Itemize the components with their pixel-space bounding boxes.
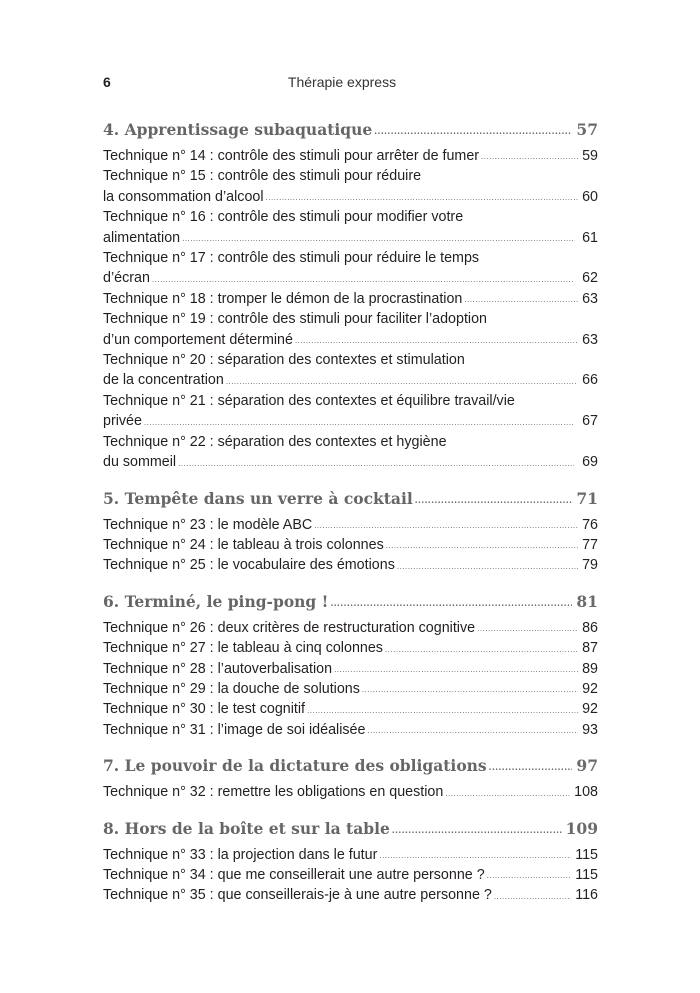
entry-last-line bbox=[103, 515, 598, 535]
entry-text-line: Technique n° 35 : que conseillerais-je à une autre personne ? bbox=[103, 887, 492, 904]
chapter-heading[interactable] bbox=[103, 819, 598, 839]
entry-last-line bbox=[103, 699, 598, 719]
chapter-title: 4. Apprentissage subaquatique bbox=[103, 120, 373, 139]
entry-text-line: Technique n° 32 : remettre les obligations en question bbox=[103, 784, 444, 801]
entry-page-number: 67 bbox=[582, 413, 598, 430]
chapter-page-number: 81 bbox=[576, 591, 598, 611]
toc-entry[interactable] bbox=[103, 885, 598, 905]
leader-dots bbox=[144, 418, 573, 428]
entry-page-number: 62 bbox=[582, 270, 598, 287]
entry-text-line: Technique n° 16 : contrôle des stimuli pour modifier votre bbox=[103, 209, 464, 226]
leader-dots bbox=[379, 851, 571, 861]
entry-page-number: 60 bbox=[582, 188, 598, 205]
table-of-contents bbox=[103, 120, 598, 922]
entry-text-line: alimentation bbox=[103, 229, 181, 246]
page-header bbox=[103, 74, 581, 98]
entry-page-number: 69 bbox=[582, 454, 598, 471]
entry-page-number: 115 bbox=[575, 846, 598, 863]
toc-entry[interactable] bbox=[103, 720, 598, 740]
entry-last-line bbox=[103, 411, 598, 431]
leader-dots bbox=[367, 726, 578, 736]
entry-last-line bbox=[103, 268, 598, 288]
entry-text-line: Technique n° 30 : le test cognitif bbox=[103, 701, 306, 718]
entry-last-line bbox=[103, 187, 598, 207]
chapter-title: 8. Hors de la boîte et sur la table bbox=[103, 818, 390, 838]
entry-text-line: Technique n° 20 : séparation des contextes et stimulation bbox=[103, 352, 465, 369]
leader-dots bbox=[307, 706, 578, 716]
entry-page-number: 63 bbox=[582, 331, 598, 348]
entry-page-number: 87 bbox=[582, 640, 598, 657]
toc-entry[interactable] bbox=[103, 432, 598, 473]
entry-last-line bbox=[103, 370, 598, 390]
entry-text-line: Technique n° 25 : le vocabulaire des émotions bbox=[103, 557, 395, 574]
toc-chapter-section bbox=[103, 489, 598, 576]
leader-dots bbox=[334, 665, 578, 675]
entry-text-line: privée bbox=[103, 413, 142, 430]
chapter-heading[interactable] bbox=[103, 120, 598, 140]
toc-entry[interactable] bbox=[103, 679, 598, 699]
entry-text-line: Technique n° 27 : le tableau à cinq colonnes bbox=[103, 640, 383, 657]
entry-text-line: Technique n° 19 : contrôle des stimuli pour faciliter l’adoption bbox=[103, 311, 488, 328]
entry-last-line bbox=[103, 885, 598, 905]
chapter-title: 7. Le pouvoir de la dictature des obligations bbox=[103, 756, 487, 776]
leader-dots bbox=[392, 825, 562, 835]
leader-dots bbox=[494, 892, 571, 902]
entry-last-line bbox=[103, 638, 598, 658]
entry-last-line bbox=[103, 618, 598, 638]
toc-entry[interactable] bbox=[103, 248, 598, 289]
toc-entry[interactable] bbox=[103, 699, 598, 719]
leader-dots bbox=[330, 598, 572, 608]
entry-text-line: Technique n° 34 : que me conseillerait une autre personne ? bbox=[103, 866, 485, 883]
entry-text-line: Technique n° 29 : la douche de solutions bbox=[103, 680, 360, 697]
entry-last-line bbox=[103, 679, 598, 699]
leader-dots bbox=[152, 275, 573, 285]
entry-last-line bbox=[103, 228, 598, 248]
toc-entry[interactable] bbox=[103, 555, 598, 575]
chapter-heading[interactable] bbox=[103, 489, 598, 509]
leader-dots bbox=[266, 193, 579, 203]
leader-dots bbox=[295, 336, 578, 346]
toc-entry[interactable] bbox=[103, 618, 598, 638]
toc-entry[interactable] bbox=[103, 515, 598, 535]
chapter-page-number: 71 bbox=[576, 488, 598, 508]
toc-entry[interactable] bbox=[103, 207, 598, 248]
chapter-page-number: 57 bbox=[576, 120, 598, 139]
toc-entry[interactable] bbox=[103, 865, 598, 885]
toc-entry[interactable] bbox=[103, 350, 598, 391]
entry-page-number: 59 bbox=[582, 148, 598, 164]
entry-page-number: 89 bbox=[582, 660, 598, 677]
entry-page-number: 115 bbox=[575, 866, 598, 883]
toc-entry[interactable] bbox=[103, 166, 598, 207]
toc-entry[interactable] bbox=[103, 845, 598, 865]
entry-text-line: Technique n° 24 : le tableau à trois colonnes bbox=[103, 536, 384, 553]
entry-page-number: 66 bbox=[582, 372, 598, 389]
leader-dots bbox=[397, 562, 578, 572]
chapter-page-number: 109 bbox=[565, 818, 598, 838]
entry-page-number: 79 bbox=[582, 557, 598, 574]
entry-text-line: de la concentration bbox=[103, 372, 224, 389]
entry-text-line: Technique n° 17 : contrôle des stimuli pour réduire le temps bbox=[103, 250, 480, 267]
toc-chapter-section bbox=[103, 756, 598, 802]
entry-text-line: d’un comportement déterminé bbox=[103, 331, 293, 348]
entry-page-number: 86 bbox=[582, 619, 598, 636]
entry-page-number: 61 bbox=[582, 229, 598, 246]
chapter-title: 6. Terminé, le ping-pong ! bbox=[103, 591, 329, 611]
entry-page-number: 93 bbox=[582, 721, 598, 738]
entry-last-line bbox=[103, 289, 598, 309]
entry-last-line bbox=[103, 845, 598, 865]
toc-entry[interactable] bbox=[103, 391, 598, 432]
entry-last-line bbox=[103, 452, 598, 472]
leader-dots bbox=[178, 459, 574, 469]
toc-entry[interactable] bbox=[103, 782, 598, 802]
entry-last-line bbox=[103, 865, 598, 885]
leader-dots bbox=[415, 495, 573, 505]
entry-page-number: 77 bbox=[582, 536, 598, 553]
entry-last-line bbox=[103, 659, 598, 679]
leader-dots bbox=[314, 521, 578, 531]
toc-entry[interactable] bbox=[103, 535, 598, 555]
entry-page-number: 116 bbox=[575, 887, 598, 904]
entry-page-number: 63 bbox=[582, 290, 598, 307]
leader-dots bbox=[386, 541, 578, 551]
chapter-heading[interactable] bbox=[103, 756, 598, 776]
leader-dots bbox=[182, 234, 574, 244]
toc-chapter-section bbox=[103, 592, 598, 740]
leader-dots bbox=[385, 645, 578, 655]
running-title: Thérapie express bbox=[287, 74, 397, 90]
toc-entry[interactable] bbox=[103, 638, 598, 658]
toc-chapter-section bbox=[103, 819, 598, 906]
leader-dots bbox=[481, 152, 578, 162]
leader-dots bbox=[477, 624, 578, 634]
chapter-page-number: 97 bbox=[576, 756, 598, 776]
entry-text-line: du sommeil bbox=[103, 454, 177, 471]
entry-page-number: 92 bbox=[582, 680, 598, 697]
toc-entry[interactable] bbox=[103, 309, 598, 350]
chapter-title: 5. Tempête dans un verre à cocktail bbox=[103, 488, 413, 508]
entry-last-line bbox=[103, 146, 598, 166]
leader-dots bbox=[445, 789, 570, 799]
entry-text-line: Technique n° 31 : l’image de soi idéalisée bbox=[103, 721, 366, 738]
toc-entry[interactable] bbox=[103, 289, 598, 309]
leader-dots bbox=[489, 762, 573, 772]
toc-entry[interactable] bbox=[103, 659, 598, 679]
entry-last-line bbox=[103, 535, 598, 555]
entry-text-line: d’écran bbox=[103, 270, 150, 287]
leader-dots bbox=[464, 295, 578, 305]
entry-page-number: 76 bbox=[582, 516, 598, 533]
page-number: 6 bbox=[103, 74, 111, 90]
entry-text-line: Technique n° 22 : séparation des contextes et hygiène bbox=[103, 433, 447, 450]
entry-text-line: Technique n° 28 : l’autoverbalisation bbox=[103, 660, 333, 677]
entry-text-line: Technique n° 15 : contrôle des stimuli pour réduire bbox=[103, 168, 422, 185]
toc-chapter-section bbox=[103, 120, 598, 473]
leader-dots bbox=[487, 871, 572, 881]
entry-text-line: Technique n° 23 : le modèle ABC bbox=[103, 516, 313, 533]
leader-dots bbox=[226, 377, 577, 387]
entry-last-line bbox=[103, 330, 598, 350]
entry-text-line: Technique n° 26 : deux critères de restructuration cognitive bbox=[103, 619, 476, 636]
leader-dots bbox=[374, 126, 572, 136]
entry-last-line bbox=[103, 720, 598, 740]
entry-page-number: 92 bbox=[582, 701, 598, 718]
entry-text-line: Technique n° 18 : tromper le démon de la procrastination bbox=[103, 290, 463, 307]
entry-page-number: 108 bbox=[574, 784, 598, 801]
entry-text-line: Technique n° 21 : séparation des contextes et équilibre travail/vie bbox=[103, 392, 515, 409]
entry-last-line bbox=[103, 782, 598, 802]
entry-text-line: Technique n° 14 : contrôle des stimuli pour arrêter de fumer bbox=[103, 148, 480, 164]
chapter-heading[interactable] bbox=[103, 592, 598, 612]
toc-entry[interactable] bbox=[103, 146, 598, 166]
entry-text-line: Technique n° 33 : la projection dans le futur bbox=[103, 846, 378, 863]
leader-dots bbox=[362, 685, 578, 695]
entry-last-line bbox=[103, 555, 598, 575]
entry-text-line: la consommation d’alcool bbox=[103, 188, 264, 205]
